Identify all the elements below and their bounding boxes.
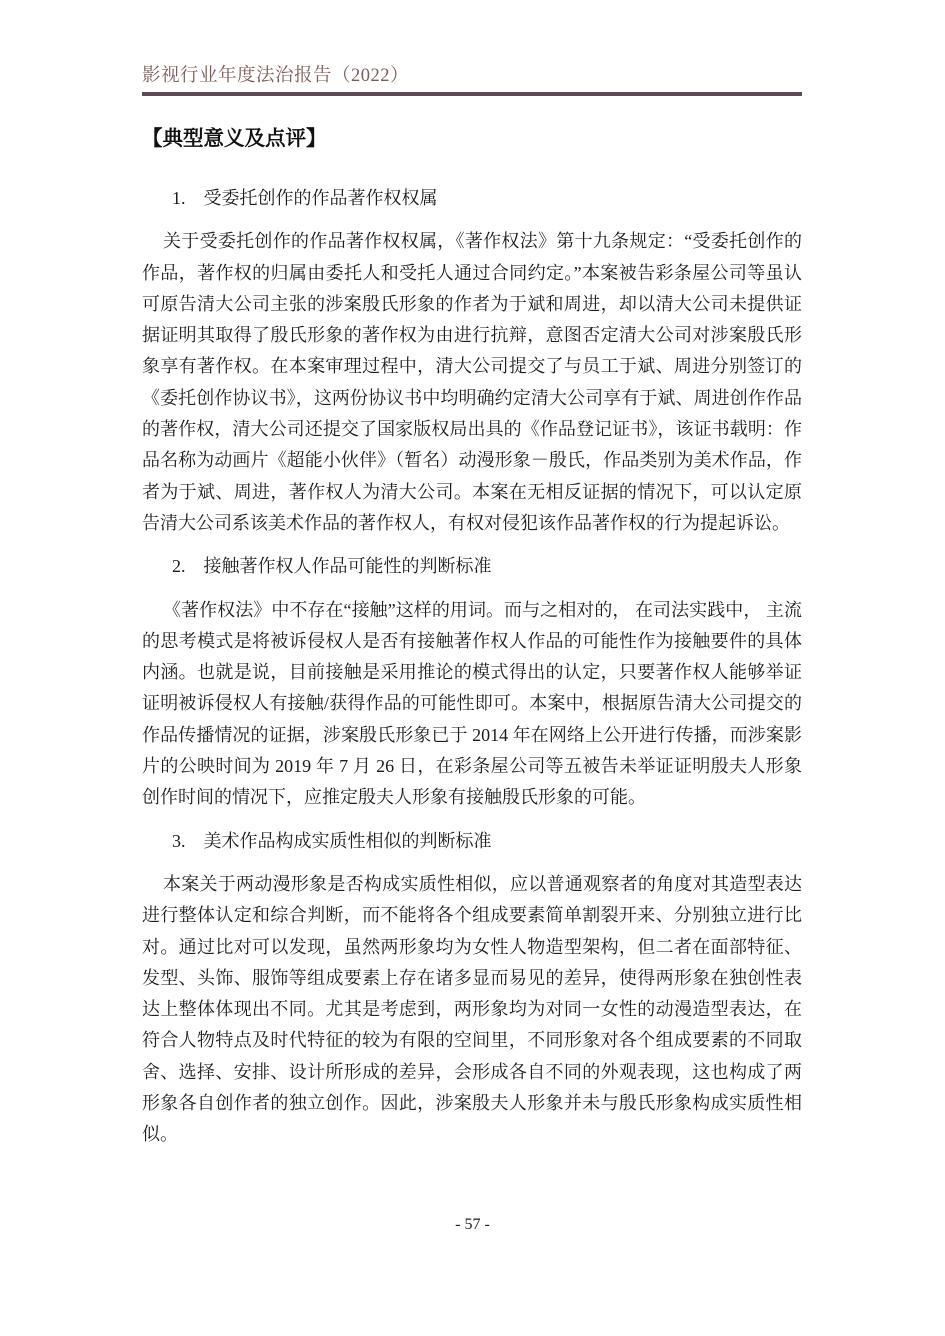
subsection-heading-3: 3. 美术作品构成实质性相似的判断标准 bbox=[172, 830, 492, 851]
paragraph-1: 关于受委托创作的作品著作权权属，《著作权法》第十九条规定：“受委托创作的作品，著作权的归属由委托人和受托人通过合同约定。”本案被告彩条屋公司等虽认可原告清大公司主张的涉案殷氏形象的作者为于斌和周进，却以清大公司未提供证据证明其取得了殷氏形象的著作权为由进行抗辩，意图否定清大公司对涉案殷氏形象享有著作权。在本案审理过程中，清大公司提交了与员工于斌、周进分别签订的《委托创作协议书》，这两份协议书中均明确约定清大公司享有于斌、周进创作作品的著作权，清大公司还提交了国家版权局出具的《作品登记证书》，该证书载明：作品名称为动画片《超能小伙伴》（暂名）动漫形象－殷氏，作品类别为美术作品，作者为于斌、周进，著作权人为清大公司。本案在无相反证据的情况下，可以认定原告清大公司系该美术作品的著作权人，有权对侵犯该作品著作权的行为提起诉讼。 bbox=[142, 231, 802, 533]
subsection-heading-2: 2. 接触著作权人作品可能性的判断标准 bbox=[172, 556, 492, 577]
paragraph-3: 本案关于两动漫形象是否构成实质性相似，应以普通观察者的角度对其造型表达进行整体认定和综合判断，而不能将各个组成要素简单割裂开来、分别独立进行比对。通过比对可以发现，虽然两形象均为女性人物造型架构，但二者在面部特征、发型、头饰、服饰等组成要素上存在诸多显而易见的差异，使得两形象在独创性表达上整体体现出不同。尤其是考虑到，两形象均为对同一女性的动漫造型表达，在符合人物特点及时代特征的较为有限的空间里，不同形象对各个组成要素的不同取舍、选择、安排、设计所形成的差异，会形成各自不同的外观表现，这也构成了两形象各自创作者的独立创作。因此，涉案殷夫人形象并未与殷氏形象构成实质性相似。 bbox=[142, 873, 802, 1145]
page-footer bbox=[0, 1216, 945, 1234]
header-rule bbox=[142, 92, 802, 96]
paragraph-2: 《著作权法》中不存在“接触”这样的用词。而与之相对的， 在司法实践中， 主流的思考模式是将被诉侵权人是否有接触著作权人作品的可能性作为接触要件的具体内涵。也就是说，目前接触是采用推论的模式得出的认定，只要著作权人能够举证证明被诉侵权人有接触/获得作品的可能性即可。本案中，根据原告清大公司提交的作品传播情况的证据，涉案殷氏形象已于 2014 年在网络上公开进行传播，而涉案影片的公映时间为 2019 年 7 月 26 日，在彩条屋公司等五被告未举证证明殷夫人形象创作时间的情况下，应推定殷夫人形象有接触殷氏形象的可能。 bbox=[142, 599, 802, 808]
page-content bbox=[142, 0, 802, 1151]
subsection-heading-1: 1. 受委托创作的作品著作权权属 bbox=[172, 188, 438, 208]
page-number: - 57 - bbox=[455, 1216, 490, 1233]
running-header bbox=[142, 0, 802, 96]
section-title: 【典型意义及点评】 bbox=[142, 128, 327, 150]
report-title: 影视行业年度法治报告（2022） bbox=[142, 66, 410, 86]
